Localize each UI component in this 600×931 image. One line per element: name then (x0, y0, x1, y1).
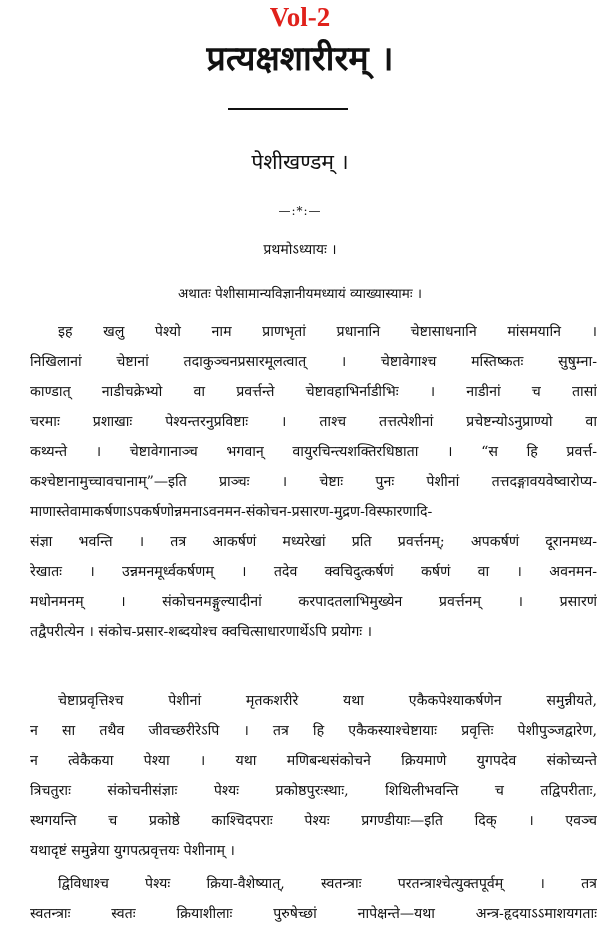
text-line: त्रिचतुराः संकोचनीसंज्ञाः पेश्यः प्रकोष्ठपुरःस्थाः, शिथिलीभवन्ति च तद्विपरीताः, (30, 783, 597, 799)
text-line: निखिलानां चेष्टानां तदाकुञ्चनप्रसारमूलत्वात् । चेष्टावेगाश्च मस्तिष्कतः सुषुम्ना- (30, 354, 597, 370)
text-line: चरमाः प्रशाखाः पेश्यन्तरनुप्रविष्टाः । ताश्च तत्तत्पेशीनां प्रचेष्टन्योऽनुप्राण्यो वा (30, 414, 597, 430)
text-line: कथ्यन्ते । चेष्टावेगानाञ्च भगवान् वायुरचिन्त्यशक्तिरधिष्ठाता । “स हि प्रवर्त्त- (30, 444, 597, 460)
chapter-intro: अथातः पेशीसामान्यविज्ञानीयमध्यायं व्याख्यास्यामः । (177, 286, 423, 302)
ornament-divider: —:*:— (278, 204, 322, 218)
text-line: स्वतन्त्राः स्वतः क्रियाशीलाः पुरुषेच्छां नापेक्षन्ते—यथा अन्त्र-हृदयाऽऽमाशयगताः (30, 906, 597, 922)
text-line: द्विविधाश्च पेश्यः क्रिया-वैशेष्यात्, स्वतन्त्राः परतन्त्राश्चेत्युक्तपूर्वम् । तत्र (58, 876, 597, 892)
section-title: पेशीखण्डम् । (251, 150, 349, 174)
text-line: मधोनमनम् । संकोचनमङ्गुल्यादीनां करपादतलाभिमुख्येन प्रवर्त्तनम् । प्रसारणं (30, 594, 597, 610)
text-line: संज्ञा भवन्ति । तत्र आकर्षणं मध्यरेखां प्रति प्रवर्त्तनम्; अपकर्षणं दूरानमध्य- (30, 534, 597, 550)
text-line: यथादृष्टं समुन्नेया युगपत्प्रवृत्तयः पेशीनाम् । (30, 843, 235, 859)
text-line: न त्वेकैकया पेश्या । यथा मणिबन्धसंकोचने क्रियमाणे युगपदेव संकोच्यन्ते (30, 753, 597, 769)
text-line: तद्वैपरीत्येन । संकोच-प्रसार-शब्दयोश्च क्वचित्साधारणार्थेऽपि प्रयोगः । (30, 624, 373, 640)
paragraph-1 (30, 317, 597, 647)
volume-label: Vol-2 (269, 2, 331, 32)
text-line: स्थगयन्ति च प्रकोष्ठे काश्चिदपराः पेश्यः प्रगण्डीयाः—इति दिक् । एवञ्च (30, 813, 597, 829)
paragraph-2 (30, 686, 597, 866)
title-rule (228, 108, 348, 110)
book-title: प्रत्यक्षशारीरम् । (206, 39, 394, 79)
text-line: इह खलु पेश्यो नाम प्राणभृतां प्रधानानि चेष्टासाधनानि मांसमयानि । (58, 324, 597, 340)
chapter-title: प्रथमोऽध्यायः । (263, 242, 337, 258)
text-line: माणास्तेवामाकर्षणाऽपकर्षणोन्नमनाऽवनमन-संकोचन-प्रसारण-मुद्रण-विस्फारणादि- (30, 504, 433, 520)
text-line: न सा तथैव जीवच्छरीरेऽपि । तत्र हि एकैकस्याश्चेष्टायाः प्रवृत्तिः पेशीपुञ्जद्वारेण, (30, 723, 597, 739)
paragraph-3 (30, 869, 597, 929)
text-line: चेष्टाप्रवृत्तिश्च पेशीनां मृतकशरीरे यथा एकैकपेश्याकर्षणेन समुन्नीयते, (58, 693, 597, 709)
text-line: रेखातः । उन्नमनमूर्ध्वकर्षणम् । तदेव क्वचिदुत्कर्षणं कर्षणं वा । अवनमन- (30, 564, 597, 580)
text-line: कश्चेष्टानामुच्चावचानाम्”—इति प्राञ्चः । चेष्टाः पुनः पेशीनां तत्तदङ्गावयवेष्वारोप्य- (30, 474, 597, 490)
text-line: काण्डात् नाडीचक्रेभ्यो वा प्रवर्त्तन्ते चेष्टावहाभिर्नाडीभिः । नाडीनां च तासां (30, 384, 597, 400)
